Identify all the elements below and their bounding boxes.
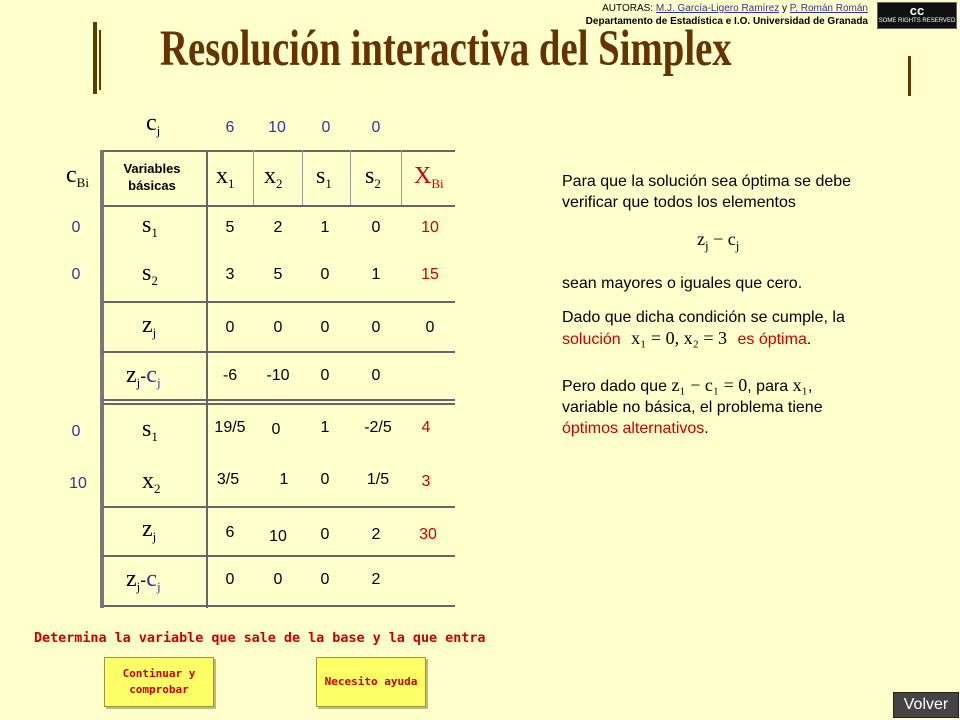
cell-value: 1 (320, 219, 330, 236)
formula-z1-c1: z₁ − c₁ = 0 (671, 375, 748, 395)
cell-value: 5 (225, 219, 235, 236)
explanation-paragraph-1 (562, 171, 851, 213)
col-sub: 2 (276, 176, 283, 191)
zc-c: c (146, 566, 157, 592)
continue-button-label: Continuar y comprobar (122, 667, 196, 696)
formula-z: z (697, 229, 705, 249)
cb-sub: Bi (76, 175, 89, 190)
period: . (806, 331, 812, 348)
table-grid-line (206, 150, 208, 608)
cj-letter: c (146, 110, 157, 136)
zc-sub: j (136, 375, 141, 390)
zj-xb-value: 0 (425, 319, 435, 336)
cell-value: 0 (320, 266, 330, 283)
zc-letter: z (126, 362, 137, 388)
cell-value: 0 (320, 471, 330, 488)
col-letter: x (216, 163, 228, 189)
table-grid-line (103, 555, 455, 557)
basic-vars-header: Variables básicas (123, 161, 181, 193)
zc-value: 0 (225, 571, 235, 588)
var-sub: 1 (151, 225, 158, 240)
cell-value: 1 (371, 266, 381, 283)
xb-value: 4 (421, 419, 431, 436)
cell-value: 0 (271, 421, 281, 438)
table-grid-line (103, 605, 455, 607)
table-grid-line (253, 150, 254, 205)
text-span: Pero dado que (562, 378, 667, 395)
explanation-paragraph-3 (562, 307, 845, 350)
explanation-paragraph-4 (562, 375, 823, 439)
cb-value: 0 (71, 423, 81, 440)
cell-value: 1/5 (366, 471, 390, 488)
text-line (562, 418, 823, 439)
text-line (562, 328, 845, 350)
col-sub: 1 (228, 176, 235, 191)
text-line (562, 375, 823, 397)
col-letter: s (365, 163, 375, 189)
zc-value: 0 (320, 571, 330, 588)
cj-sub: j (156, 123, 161, 138)
cell-value: 3/5 (216, 471, 240, 488)
table-grid-line (103, 205, 455, 207)
zc-value: 0 (273, 571, 283, 588)
cell-value: 0 (371, 219, 381, 236)
zj-value: 0 (371, 319, 381, 336)
var-sub: 2 (154, 481, 161, 496)
cell-value: 5 (273, 266, 283, 283)
zc-value: 0 (371, 367, 381, 384)
text-line: verificar que todos los elementos (562, 194, 796, 211)
col-header-s2 (365, 163, 381, 192)
formula-minus-c: − c (708, 229, 736, 249)
cj-value: 0 (371, 119, 381, 136)
table-grid-line (103, 506, 455, 508)
zc-c: c (146, 362, 157, 388)
table-grid-line (302, 150, 303, 205)
formula-sub: j (705, 238, 709, 253)
text-line: Para que la solución sea óptima se debe (562, 173, 852, 190)
formula-sub: j (735, 238, 740, 253)
minus-sign: - (140, 366, 147, 386)
xb-sub: Bi (431, 176, 444, 191)
table-grid-line (401, 150, 402, 205)
cb-value: 10 (69, 475, 87, 492)
title-decoration (93, 22, 97, 94)
cell-value: 19/5 (214, 419, 246, 436)
basic-var (142, 416, 158, 445)
page-title: Resolución interactiva del Simplex (160, 21, 732, 77)
col-header-x2 (264, 163, 283, 192)
zj-sub: j (152, 529, 157, 544)
cj-header (146, 110, 160, 139)
xb-value: 15 (421, 266, 439, 283)
zj-value: 0 (225, 319, 235, 336)
basic-var (142, 468, 161, 497)
cell-value: 1 (320, 419, 330, 436)
zj-value: 0 (320, 526, 330, 543)
zj-sub: j (152, 325, 157, 340)
red-text: es óptima (737, 331, 807, 348)
department: Departamento de Estadística e I.O. Universidad de Granada (585, 16, 868, 27)
explanation-paragraph-2: sean mayores o iguales que cero. (562, 275, 803, 292)
zj-cj-label (126, 566, 161, 595)
var-letter: s (142, 416, 152, 442)
table-grid-line (103, 351, 455, 353)
zc-value: -6 (222, 367, 238, 384)
formula-zj-cj (697, 229, 739, 254)
basic-var (142, 212, 158, 241)
text-line: Dado que dicha condición se cumple, la (562, 309, 845, 326)
col-header-s1 (316, 163, 332, 192)
var-letter: s (142, 212, 152, 238)
cb-letter: c (66, 162, 77, 188)
zc-value: -10 (266, 367, 290, 384)
zj-value: 10 (269, 528, 287, 545)
cb-value: 0 (71, 219, 81, 236)
authors-prefix: AUTORAS: (602, 3, 656, 14)
cell-value: 1 (279, 471, 289, 488)
table-grid-line (103, 399, 455, 401)
xb-letter: X (414, 163, 432, 189)
minus-sign: - (140, 570, 147, 590)
help-button[interactable] (316, 657, 426, 707)
table-grid-line (350, 150, 351, 205)
var-sub: 1 (151, 429, 158, 444)
zj-letter: z (142, 312, 153, 338)
zj-letter: z (142, 516, 153, 542)
zc-sub: j (136, 579, 141, 594)
license-text: SOME RIGHTS RESERVED (878, 18, 956, 24)
var-letter: s (142, 260, 152, 286)
zc-value: 2 (371, 571, 381, 588)
cc-icon: cc (909, 3, 925, 18)
col-sub: 2 (374, 176, 381, 191)
table-grid-line (103, 150, 455, 152)
col-header-x1 (216, 163, 235, 192)
instruction-text: Determina la variable que sale de la base y la que entra (34, 631, 486, 646)
cb-header (66, 162, 89, 191)
table-grid-line (103, 403, 455, 405)
col-letter: s (316, 163, 326, 189)
author-link-2[interactable]: P. Román Román (789, 3, 868, 14)
cell-value: 3 (225, 266, 235, 283)
xb-value: 3 (421, 473, 431, 490)
zj-label (142, 516, 156, 545)
red-text: óptimos alternativos (562, 420, 705, 437)
zj-xb-value: 30 (419, 526, 437, 543)
zj-value: 0 (320, 319, 330, 336)
table-grid-line (103, 301, 455, 303)
table-grid-line (100, 150, 104, 608)
zj-value: 0 (273, 319, 283, 336)
zj-value: 6 (225, 524, 235, 541)
cj-value: 0 (321, 119, 331, 136)
back-button[interactable]: Volver (893, 692, 959, 718)
var-letter: x (142, 468, 154, 494)
text-span: , (807, 378, 813, 395)
help-button-label: Necesito ayuda (324, 675, 418, 688)
col-sub: 1 (325, 176, 332, 191)
zj-cj-label (126, 362, 161, 391)
formula-solution: x₁ = 0, x₂ = 3 (631, 328, 728, 348)
author-link-1[interactable]: M.J. García-Ligero Ramírez (655, 3, 780, 14)
red-text: solución (562, 331, 621, 348)
formula-x1: x₁ (792, 375, 808, 395)
zc-letter: z (126, 566, 137, 592)
title-decoration (908, 56, 911, 96)
cell-value: 2 (273, 219, 283, 236)
zc-value: 0 (320, 367, 330, 384)
text-span: , para (747, 378, 789, 395)
license-badge[interactable] (877, 2, 957, 29)
text-line: variable no básica, el problema tiene (562, 399, 823, 416)
zj-value: 2 (371, 526, 381, 543)
period: . (704, 420, 709, 437)
zc-csub: j (156, 579, 161, 594)
zj-label (142, 312, 156, 341)
cb-value: 0 (71, 266, 81, 283)
basic-var (142, 260, 158, 289)
cj-value: 6 (225, 119, 235, 136)
authors-sep: y (779, 3, 790, 14)
cell-value: -2/5 (364, 419, 392, 436)
xb-value: 10 (421, 219, 439, 236)
col-letter: x (264, 163, 276, 189)
xb-header (414, 163, 444, 192)
continue-button[interactable] (104, 657, 214, 707)
cj-value: 10 (268, 119, 286, 136)
zc-csub: j (156, 375, 161, 390)
var-sub: 2 (151, 273, 158, 288)
title-decoration (99, 30, 101, 90)
